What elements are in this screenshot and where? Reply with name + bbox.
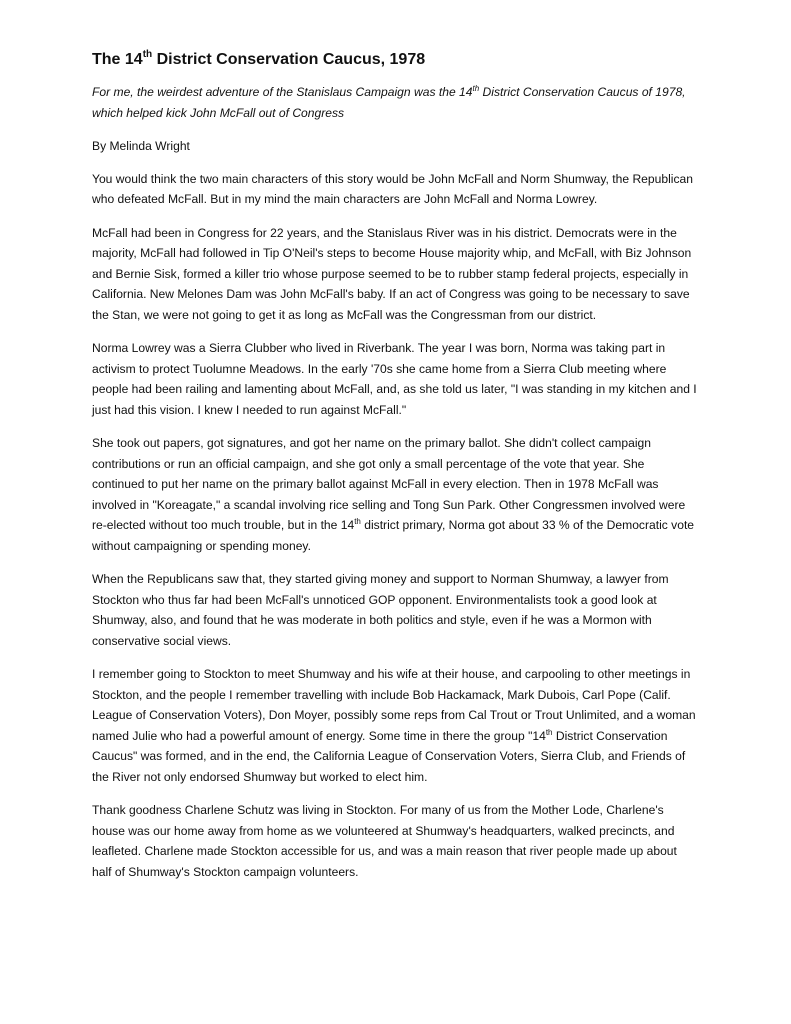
paragraph-4-superscript: th — [354, 516, 361, 526]
title-text-end: District Conservation Caucus, 1978 — [152, 51, 426, 68]
document-subtitle — [92, 82, 699, 123]
document-title — [92, 50, 699, 70]
paragraph-6 — [92, 664, 699, 787]
paragraph-3: Norma Lowrey was a Sierra Clubber who lived in Riverbank. The year I was born, Norma was taking part in activism to protect Tuolumne Meadows. In the early '70s she came home from a Sierra Club meeting where people had been railing and lamenting about McFall, and, as she told us later, "I was standing in my kitchen and I just had this vision. I knew I needed to run against McFall." — [92, 341, 697, 417]
paragraph-7: Thank goodness Charlene Schutz was living in Stockton. For many of us from the Mother Lode, Charlene's house was our home away from home as we volunteered at Shumway's headquarters, walked precincts, and leafleted. Charlene made Stockton accessible for us, and was a main reason that river people made up about half of Shumway's Stockton campaign volunteers. — [92, 803, 677, 879]
author-byline: By Melinda Wright — [92, 139, 190, 153]
paragraph-4-end: district primary, Norma got about 33 % of the Democratic vote without campaigning or spending money. — [92, 518, 695, 553]
title-superscript: th — [142, 48, 153, 60]
title-text-start: The 14 — [92, 51, 143, 68]
subtitle-superscript: th — [472, 83, 480, 93]
paragraph-1: You would think the two main characters of this story would be John McFall and Norm Shumway, the Republican who defeated McFall. But in my mind the main characters are John McFall and Norma Lowrey. — [92, 171, 693, 206]
paragraph-6-end: District Conservation Caucus" was formed, and in the end, the California League of Conservation Voters, Sierra Club, and Friends of the River not only endorsed Shumway but worked to elect him. — [92, 728, 686, 784]
paragraph-4 — [92, 433, 699, 556]
subtitle-text-end: District Conservation Caucus of 1978, which helped kick John McFall out of Congress — [92, 85, 686, 120]
paragraph-6-superscript: th — [545, 727, 553, 737]
paragraph-5: When the Republicans saw that, they started giving money and support to Norman Shumway, a lawyer from Stockton who thus far had been McFall's unnoticed GOP opponent. Environmentalists took a good look at Shumway, also, and found that he was moderate in both politics and style, even if he was a Mormon with conservative social views. — [92, 572, 669, 648]
paragraph-6-start: I remember going to Stockton to meet Shumway and his wife at their house, and carpooling to other meetings in Stockton, and the people I remember travelling with include Bob Hackamack, Mark Dubois, Carl Pope (Calif. League of Conservation Voters), Don Moyer, possibly some reps from Cal Trout or Trout Unlimited, and a woman named Julie who had a powerful amount of energy. Some time in there the group "14 — [92, 667, 696, 743]
paragraph-2: McFall had been in Congress for 22 years, and the Stanislaus River was in his district. Democrats were in the majority, McFall had followed in Tip O'Neil's steps to become House majority whip, and McFall, with Biz Johnson and Bernie Sisk, formed a killer trio whose purpose seemed to be to rubber stamp federal projects, especially in California. New Melones Dam was John McFall's baby. If an act of Congress was going to be necessary to save the Stan, we were not going to get it as long as McFall was the Congressman from our district. — [92, 225, 692, 322]
subtitle-text-start: For me, the weirdest adventure of the Stanislaus Campaign was the 14 — [92, 85, 473, 99]
paragraph-4-start: She took out papers, got signatures, and got her name on the primary ballot. She didn't collect campaign contributions or run an official campaign, and she got only a small percentage of the vote that year. She continued to put her name on the primary ballot against McFall in every election. Then in 1978 McFall was involved in "Koreagate," a scandal involving rice selling and Tong Sun Park. Other Congressmen involved were re-elected without too much trouble, but in the 14 — [92, 436, 686, 532]
